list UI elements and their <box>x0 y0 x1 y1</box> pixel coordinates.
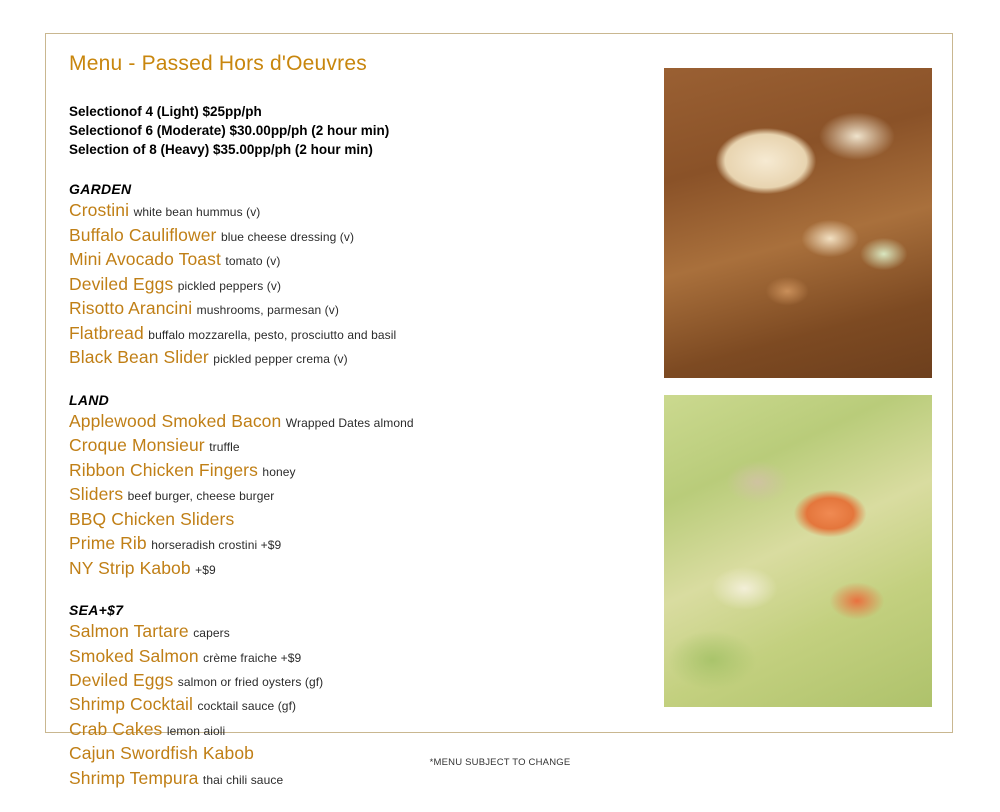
menu-section-land <box>69 392 629 580</box>
menu-item <box>69 224 629 247</box>
menu-item-desc: pickled peppers (v) <box>177 278 282 293</box>
menu-item-desc: white bean hummus (v) <box>133 205 261 220</box>
menu-item <box>69 483 629 506</box>
menu-item-desc: buffalo mozzarella, pesto, prosciutto and basil <box>148 327 397 342</box>
menu-item <box>69 199 629 222</box>
menu-item-name: Risotto Arancini <box>69 298 193 319</box>
menu-item <box>69 346 629 369</box>
menu-item <box>69 620 629 643</box>
menu-item-desc: truffle <box>209 440 240 455</box>
menu-item <box>69 508 629 531</box>
menu-item-desc: horseradish crostini +$9 <box>151 538 282 553</box>
menu-item <box>69 248 629 271</box>
section-heading: LAND <box>69 391 110 408</box>
menu-item-name: Prime Rib <box>69 533 147 554</box>
menu-item-desc: blue cheese dressing (v) <box>220 229 355 244</box>
menu-item-desc: thai chili sauce <box>202 772 284 787</box>
menu-item-desc: cocktail sauce (gf) <box>197 699 297 714</box>
canapes-closeup-image <box>664 395 932 707</box>
menu-item <box>69 297 629 320</box>
menu-item <box>69 693 629 716</box>
menu-item-name: Deviled Eggs <box>69 669 174 690</box>
menu-item-name: Sliders <box>69 484 124 505</box>
menu-item-name: Buffalo Cauliflower <box>69 224 217 245</box>
menu-item <box>69 718 629 741</box>
menu-item <box>69 273 629 296</box>
menu-item <box>69 434 629 457</box>
menu-item-name: Black Bean Slider <box>69 347 209 368</box>
menu-item <box>69 645 629 668</box>
menu-section-garden <box>69 181 629 369</box>
canapes-closeup-photo <box>664 395 932 707</box>
menu-item-desc: tomato (v) <box>225 254 281 269</box>
menu-item <box>69 767 629 790</box>
pricing-line-1: Selectionof 4 (Light) $25pp/ph <box>69 104 262 119</box>
menu-item <box>69 669 629 692</box>
menu-item-name: Croque Monsieur <box>69 435 205 456</box>
menu-item-desc: salmon or fried oysters (gf) <box>177 674 324 689</box>
menu-item-desc: crème fraiche +$9 <box>203 650 302 665</box>
charcuterie-board-photo <box>664 68 932 378</box>
menu-item-name: Smoked Salmon <box>69 645 199 666</box>
menu-item-name: Applewood Smoked Bacon <box>69 410 282 431</box>
menu-item <box>69 459 629 482</box>
menu-item <box>69 532 629 555</box>
menu-content <box>69 52 629 812</box>
menu-item-name: BBQ Chicken Sliders <box>69 508 235 529</box>
menu-item-desc: Wrapped Dates almond <box>285 415 414 430</box>
menu-item-name: Shrimp Cocktail <box>69 694 194 715</box>
menu-item-name: Cajun Swordfish Kabob <box>69 743 254 764</box>
pricing-line-2: Selectionof 6 (Moderate) $30.00pp/ph (2 hour min) <box>69 123 390 139</box>
pricing-line-3: Selection of 8 (Heavy) $35.00pp/ph (2 hour min) <box>69 142 373 158</box>
menu-item <box>69 322 629 345</box>
menu-item-name: Ribbon Chicken Fingers <box>69 459 258 480</box>
menu-item-name: Mini Avocado Toast <box>69 249 221 270</box>
menu-item-name: Flatbread <box>69 322 144 343</box>
menu-item-desc: capers <box>193 626 230 641</box>
menu-item-name: Shrimp Tempura <box>69 767 199 788</box>
menu-item-desc: lemon aioli <box>166 723 226 738</box>
menu-item-name: Crostini <box>69 200 130 221</box>
menu-item-desc: honey <box>262 464 296 479</box>
section-heading: GARDEN <box>69 181 132 198</box>
pricing-block <box>69 102 629 159</box>
menu-item-name: NY Strip Kabob <box>69 557 191 578</box>
menu-item-desc: +$9 <box>195 562 216 577</box>
page-title: Menu - Passed Hors d'Oeuvres <box>69 52 367 75</box>
menu-item-desc: pickled pepper crema (v) <box>213 352 348 367</box>
menu-item <box>69 410 629 433</box>
menu-item-name: Salmon Tartare <box>69 621 189 642</box>
menu-item <box>69 557 629 580</box>
menu-item-name: Deviled Eggs <box>69 273 174 294</box>
footer-note: *MENU SUBJECT TO CHANGE <box>429 757 571 768</box>
section-heading: SEA+$7 <box>69 602 124 619</box>
menu-item-name: Crab Cakes <box>69 718 163 739</box>
charcuterie-board-image <box>664 68 932 378</box>
menu-item-desc: beef burger, cheese burger <box>127 489 275 504</box>
menu-item-desc: mushrooms, parmesan (v) <box>196 303 339 318</box>
